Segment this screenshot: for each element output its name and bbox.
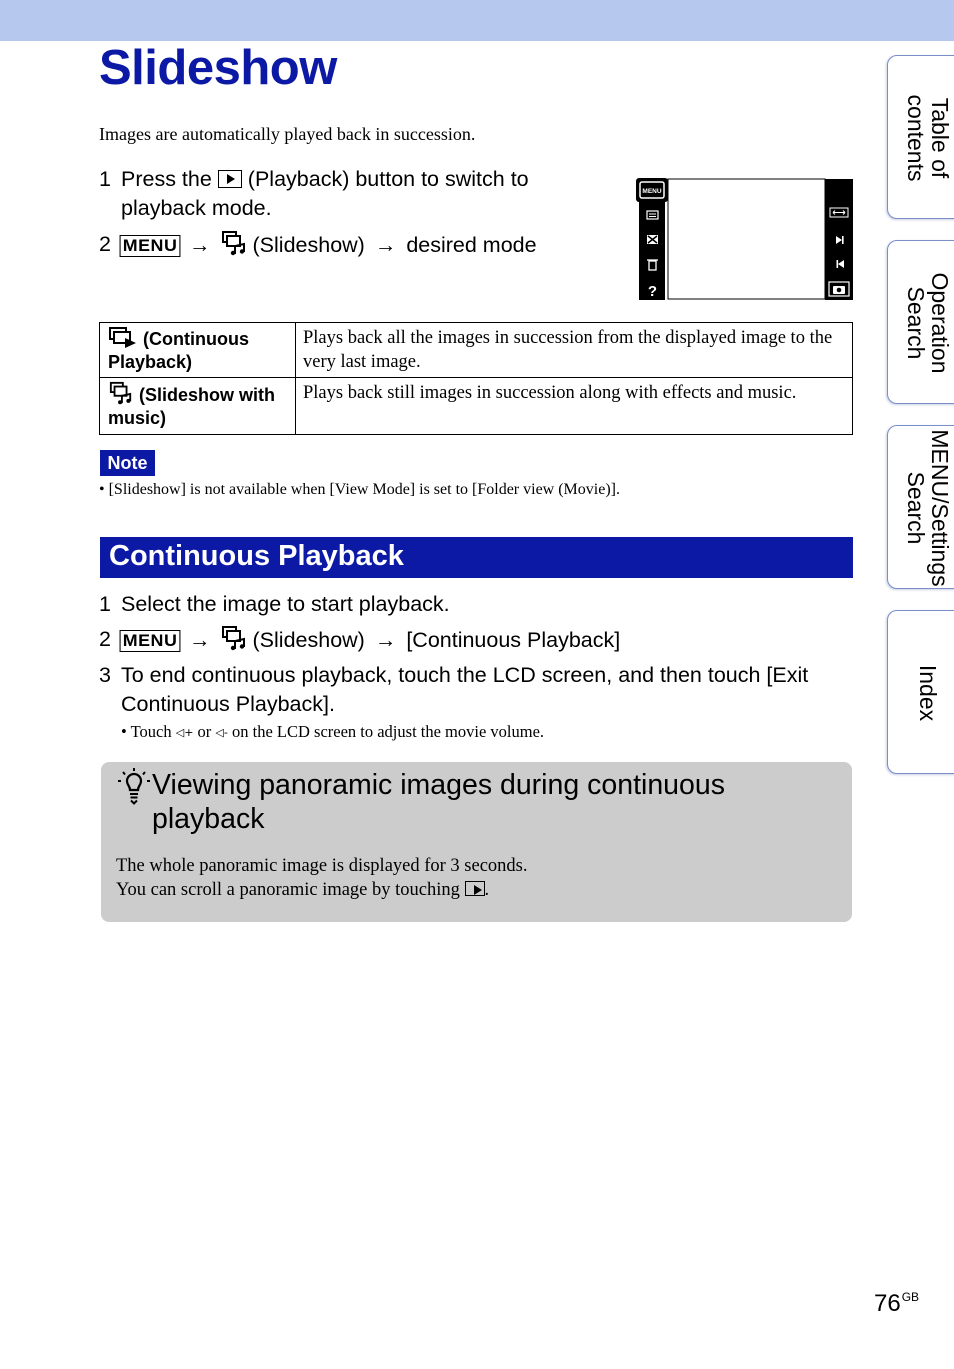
mode-label-line2: Playback) [108,352,193,372]
step-text-pre: Press the [121,167,212,191]
step-number: 2 [99,627,111,651]
mode-description-cell: Plays back all the images in succession from the displayed image to the very last image. [296,323,853,378]
top-header-bar [0,0,954,41]
mode-description-cell: Plays back still images in succession along with effects and music. [296,378,853,435]
tip-title [152,768,725,836]
arrow-right-icon: → [189,233,211,257]
tab-table-of-contents[interactable] [887,55,954,219]
slideshow-icon [221,230,247,256]
mode-label-line2: music) [108,408,167,428]
tip-body-line1: The whole panoramic image is displayed for 3 seconds. [116,856,528,876]
bullet-text-mid: or [197,722,212,741]
bullet-text-post: on the LCD screen to adjust the movie volume. [231,722,545,741]
arrow-right-icon: → [374,628,397,652]
tip-body [116,854,528,902]
tab-label: Table of contents [903,94,953,182]
tab-label: MENU/Settings Search [903,429,953,587]
tab-index[interactable] [887,610,954,774]
mode-label-cell [100,323,296,378]
step-text [121,165,529,194]
slideshow-modes-table [99,322,853,435]
lcd-screen-illustration [636,178,853,300]
arrow-right-icon: → [189,628,211,652]
tab-label: Operation Search [903,272,953,374]
playback-button-icon [218,170,242,188]
step-text-line2: playback mode. [121,196,272,220]
continuous-playback-icon [108,326,138,348]
bullet-text-pre: • Touch [121,722,172,741]
step-text-mid: (Slideshow) [252,628,365,652]
tab-label: Index [915,664,941,722]
step-text [121,625,620,655]
playback-icon [465,881,485,896]
step-number: 3 [99,663,111,687]
slideshow-music-icon [108,381,134,405]
lcd-menu-label: MENU [642,188,662,195]
step-text [121,230,537,260]
step-text-post: [Continuous Playback] [406,628,621,652]
mode-label-line1: (Slideshow with [139,385,276,405]
page-number: $76^{GB}$ [874,1290,920,1317]
step-text-post: desired mode [406,233,537,257]
step-text-post: (Playback) button to switch to [247,167,529,191]
tip-title-line2: playback [152,803,265,835]
tip-box [101,762,852,922]
menu-button-icon: MENU [120,630,181,652]
tab-menu-settings-search[interactable] [887,425,954,589]
slideshow-icon [221,625,247,651]
page-title: Slideshow [99,41,337,95]
step-number: 1 [99,592,111,616]
step-text-line2: Continuous Playback]. [121,692,335,716]
volume-hint [121,722,544,742]
section-heading: Continuous Playback [100,537,853,578]
tip-body-line2: You can scroll a panoramic image by touching [116,880,460,900]
step-text-line1: To end continuous playback, touch the LCD screen, and then touch [Exit [121,663,809,687]
tip-body-period: . [484,880,490,900]
note-badge: Note [100,450,155,476]
step-text: Select the image to start playback. [121,592,450,616]
table-row [100,323,853,378]
menu-button-icon: MENU [120,235,181,257]
lcd-help-icon: ? [647,283,658,300]
step-number: 2 [99,232,111,256]
step-number: 1 [99,167,111,191]
volume-down-icon: ◁- [215,726,228,739]
mode-label-cell [100,378,296,435]
volume-up-icon: ◁+ [175,726,194,739]
step-text-mid: (Slideshow) [252,233,365,257]
table-row [100,378,853,435]
intro-text: Images are automatically played back in succession. [99,124,476,144]
mode-label-line1: (Continuous [143,329,249,349]
note-text: • [Slideshow] is not available when [View Mode] is set to [Folder view (Movie)]. [99,481,620,498]
arrow-right-icon: → [374,233,397,257]
lightbulb-hint-icon [117,767,151,807]
tip-title-line1: Viewing panoramic images during continuous [152,769,725,801]
tab-operation-search[interactable] [887,240,954,404]
